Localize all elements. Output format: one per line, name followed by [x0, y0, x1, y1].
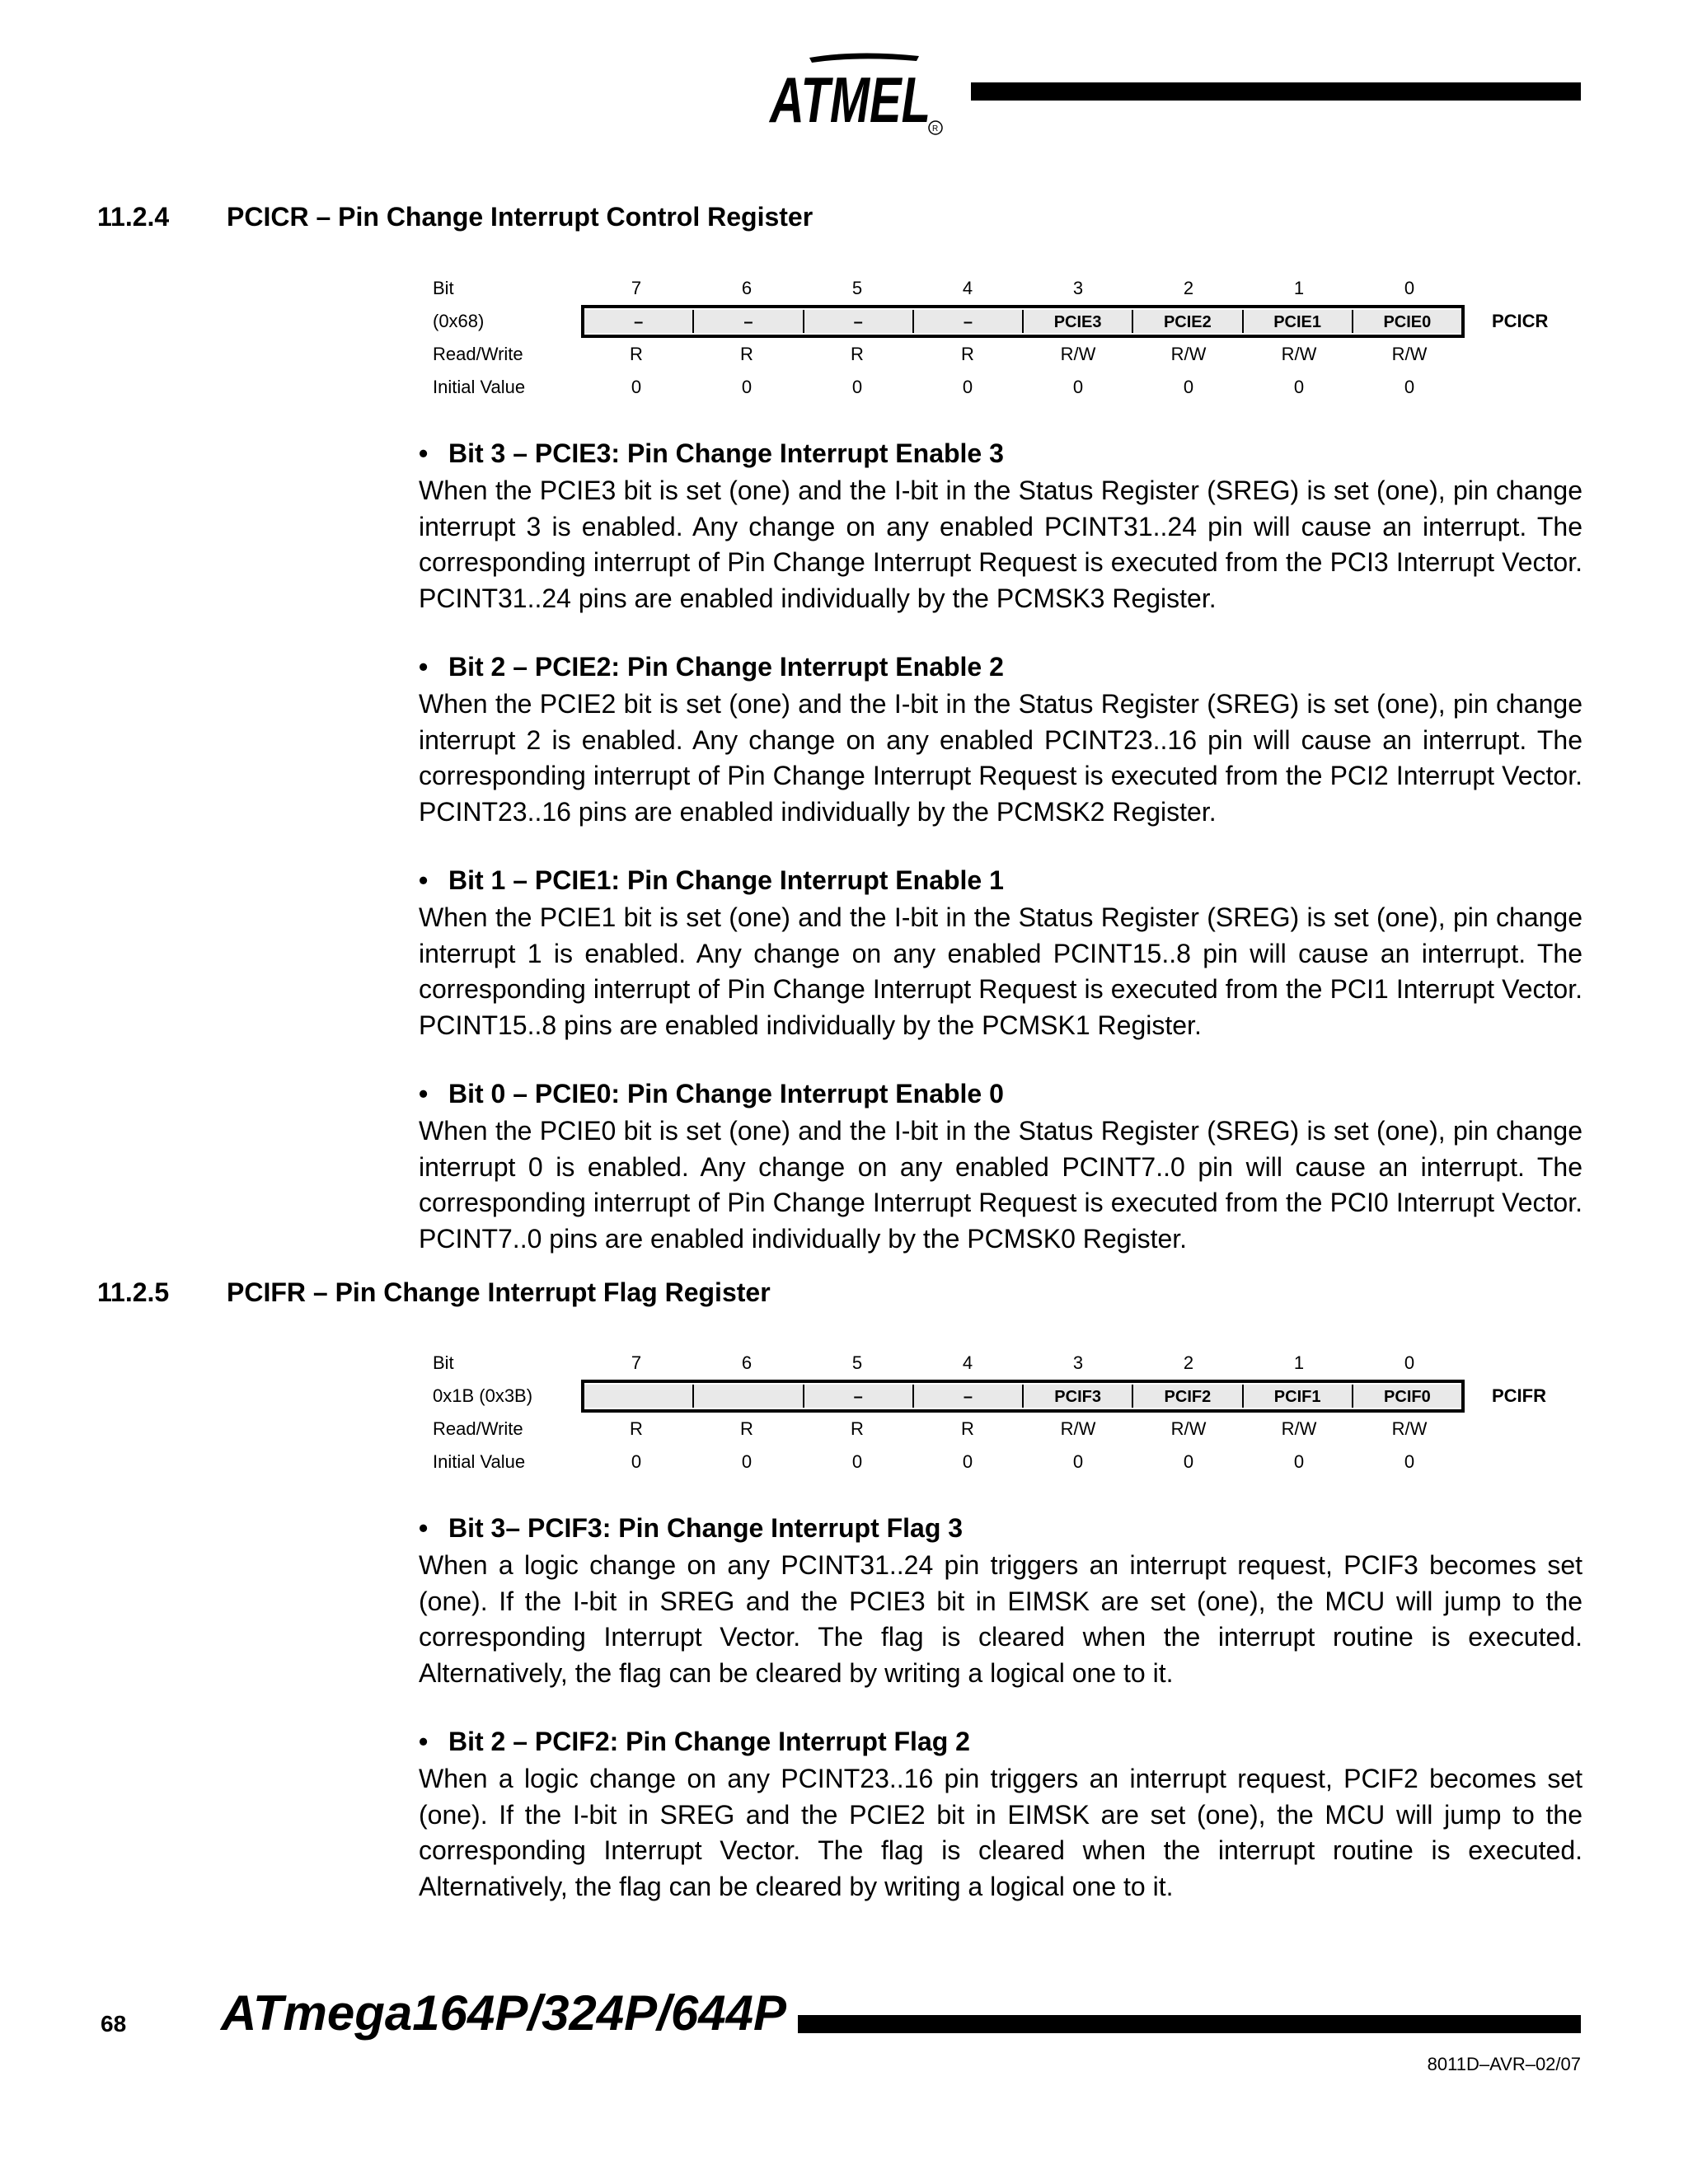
bit-field: [694, 1385, 804, 1408]
rw-value: R/W: [1281, 1418, 1317, 1439]
register-bits-box: [581, 305, 1465, 338]
init-label: Initial Value: [433, 377, 526, 397]
init-value: 0: [1072, 1451, 1084, 1472]
field-row: [433, 1380, 1628, 1413]
init-value: 0: [1293, 1451, 1305, 1472]
bit-heading: • Bit 0 – PCIE0: Pin Change Interrupt Enable 0: [419, 1079, 1004, 1108]
rw-value: R: [961, 1418, 974, 1439]
bit-number: 4: [962, 1352, 973, 1373]
page-number: 68: [101, 2011, 127, 2036]
bit-number: 1: [1293, 278, 1305, 298]
bit-description: [419, 862, 1582, 1043]
bit-field: PCIE0: [1353, 310, 1461, 333]
init-label: Initial Value: [433, 1451, 526, 1472]
rw-label: Read/Write: [433, 1418, 523, 1439]
rw-label: Read/Write: [433, 344, 523, 364]
bit-number: 7: [631, 1352, 642, 1373]
bit-description: [419, 1723, 1582, 1905]
init-value: 0: [851, 1451, 863, 1472]
bit-number: 1: [1293, 1352, 1305, 1373]
bit-number: 6: [741, 1352, 753, 1373]
init-value: 0: [1293, 377, 1305, 397]
section-title: PCIFR – Pin Change Interrupt Flag Register: [227, 1277, 771, 1307]
footer-title: ATmega164P/324P/644P: [221, 1985, 786, 2041]
rw-row: [433, 338, 1628, 371]
rw-value: R: [630, 344, 643, 364]
init-value: 0: [851, 377, 863, 397]
bit-paragraph: When the PCIE1 bit is set (one) and the I-bit in the Status Register (SREG) is set (one), pin change interrupt 1 is enabled. Any change on any enabled PCINT15..8 pin will cause an interrupt. The corresponding interrupt of Pin Change Interrupt Request is executed from the PCI1 Interrupt Vector. PCINT15..8 pins are enabled individually by the PCMSK1 Register.: [419, 902, 1582, 1040]
bit-paragraph: When the PCIE3 bit is set (one) and the I-bit in the Status Register (SREG) is set (one), pin change interrupt 3 is enabled. Any change on any enabled PCINT31..24 pin will cause an interrupt. The corresponding interrupt of Pin Change Interrupt Request is executed from the PCI3 Interrupt Vector. PCINT31..24 pins are enabled individually by the PCMSK3 Register.: [419, 476, 1582, 613]
rw-value: R: [740, 344, 753, 364]
init-value: 0: [1183, 377, 1194, 397]
bit-heading: • Bit 3– PCIF3: Pin Change Interrupt Flag 3: [419, 1513, 964, 1543]
bit-number: 3: [1072, 278, 1084, 298]
svg-text:ATMEL: ATMEL: [768, 63, 931, 136]
rw-value: R/W: [1060, 1418, 1096, 1439]
rw-value: R: [851, 1418, 864, 1439]
bit-heading: • Bit 3 – PCIE3: Pin Change Interrupt Enable 3: [419, 438, 1004, 468]
init-value: 0: [1183, 1451, 1194, 1472]
bit-paragraph: When the PCIE0 bit is set (one) and the I-bit in the Status Register (SREG) is set (one), pin change interrupt 0 is enabled. Any change on any enabled PCINT7..0 pin will cause an interrupt. The corresponding interrupt of Pin Change Interrupt Request is executed from the PCI0 Interrupt Vector. PCINT7..0 pins are enabled individually by the PCMSK0 Register.: [419, 1116, 1582, 1254]
bit-heading: • Bit 2 – PCIF2: Pin Change Interrupt Flag 2: [419, 1727, 970, 1756]
bit-field: PCIE2: [1133, 310, 1243, 333]
bit-number: 6: [741, 278, 753, 298]
section-title: PCICR – Pin Change Interrupt Control Register: [227, 202, 814, 232]
rw-value: R/W: [1391, 344, 1428, 364]
rw-value: R/W: [1391, 1418, 1428, 1439]
bit-field: –: [914, 1385, 1024, 1408]
bit-field: –: [584, 310, 694, 333]
bit-description: [419, 649, 1582, 830]
init-value: 0: [741, 377, 753, 397]
bit-description: [419, 1076, 1582, 1257]
bit-row: [433, 272, 1628, 305]
bit-number: 0: [1404, 278, 1415, 298]
rw-row: [433, 1413, 1628, 1446]
init-value: 0: [962, 1451, 973, 1472]
bit-number: 5: [851, 1352, 863, 1373]
rw-value: R/W: [1170, 344, 1207, 364]
footer-rule: [798, 2015, 1581, 2033]
section-number: 11.2.5: [97, 1277, 170, 1307]
bit-paragraph: When a logic change on any PCINT23..16 pin triggers an interrupt request, PCIF2 becomes set (one). If the I-bit in SREG and the PCIE2 bit in EIMSK are set (one), the MCU will jump to the corresponding Interrupt Vector. The flag is cleared when the interrupt routine is executed. Alternatively, the flag can be cleared by writing a logical one to it.: [419, 1764, 1582, 1901]
init-value: 0: [1072, 377, 1084, 397]
bit-field: PCIF3: [1024, 1385, 1133, 1408]
rw-value: R: [630, 1418, 643, 1439]
field-row: [433, 305, 1628, 338]
bit-paragraph: When a logic change on any PCINT31..24 pin triggers an interrupt request, PCIF3 becomes set (one). If the I-bit in SREG and the PCIE3 bit in EIMSK are set (one), the MCU will jump to the corresponding Interrupt Vector. The flag is cleared when the interrupt routine is executed. Alternatively, the flag can be cleared by writing a logical one to it.: [419, 1550, 1582, 1688]
init-value: 0: [962, 377, 973, 397]
bit-label: Bit: [433, 278, 454, 298]
register-address: 0x1B (0x3B): [433, 1385, 533, 1406]
init-value: 0: [1404, 1451, 1415, 1472]
init-value: 0: [1404, 377, 1415, 397]
bit-field: PCIE3: [1024, 310, 1133, 333]
bit-field: –: [694, 310, 804, 333]
register-address: (0x68): [433, 311, 485, 331]
section-number: 11.2.4: [97, 202, 170, 232]
bit-number: 2: [1183, 1352, 1194, 1373]
document-code: 8011D–AVR–02/07: [1427, 2054, 1581, 2074]
bit-field: –: [804, 310, 914, 333]
bit-field: PCIF2: [1133, 1385, 1243, 1408]
init-value: 0: [741, 1451, 753, 1472]
bit-field: –: [804, 1385, 914, 1408]
init-value: 0: [631, 377, 642, 397]
bit-number: 7: [631, 278, 642, 298]
bit-heading: • Bit 2 – PCIE2: Pin Change Interrupt Enable 2: [419, 652, 1004, 682]
bit-label: Bit: [433, 1352, 454, 1373]
rw-value: R: [961, 344, 974, 364]
bit-field: PCIF1: [1244, 1385, 1353, 1408]
bit-field: PCIE1: [1244, 310, 1353, 333]
rw-value: R/W: [1170, 1418, 1207, 1439]
header-rule: [971, 82, 1581, 101]
bit-heading: • Bit 1 – PCIE1: Pin Change Interrupt Enable 1: [419, 865, 1004, 895]
rw-value: R: [851, 344, 864, 364]
bit-field: –: [914, 310, 1024, 333]
register-name: PCICR: [1492, 311, 1549, 331]
bit-number: 0: [1404, 1352, 1415, 1373]
init-row: [433, 371, 1628, 404]
bit-field: [584, 1385, 694, 1408]
register-bits-box: [581, 1380, 1465, 1413]
init-value: 0: [631, 1451, 642, 1472]
init-row: [433, 1446, 1628, 1479]
atmel-logo: [767, 49, 952, 136]
rw-value: R/W: [1281, 344, 1317, 364]
svg-text:R: R: [932, 124, 939, 134]
rw-value: R: [740, 1418, 753, 1439]
bit-number: 3: [1072, 1352, 1084, 1373]
bit-number: 2: [1183, 278, 1194, 298]
bit-row: [433, 1347, 1628, 1380]
bit-field: PCIF0: [1353, 1385, 1461, 1408]
bit-number: 5: [851, 278, 863, 298]
bit-description: [419, 1510, 1582, 1691]
bit-number: 4: [962, 278, 973, 298]
register-name: PCIFR: [1492, 1385, 1546, 1406]
rw-value: R/W: [1060, 344, 1096, 364]
bit-description: [419, 435, 1582, 616]
bit-paragraph: When the PCIE2 bit is set (one) and the I-bit in the Status Register (SREG) is set (one), pin change interrupt 2 is enabled. Any change on any enabled PCINT23..16 pin will cause an interrupt. The corresponding interrupt of Pin Change Interrupt Request is executed from the PCI2 Interrupt Vector. PCINT23..16 pins are enabled individually by the PCMSK2 Register.: [419, 689, 1582, 827]
